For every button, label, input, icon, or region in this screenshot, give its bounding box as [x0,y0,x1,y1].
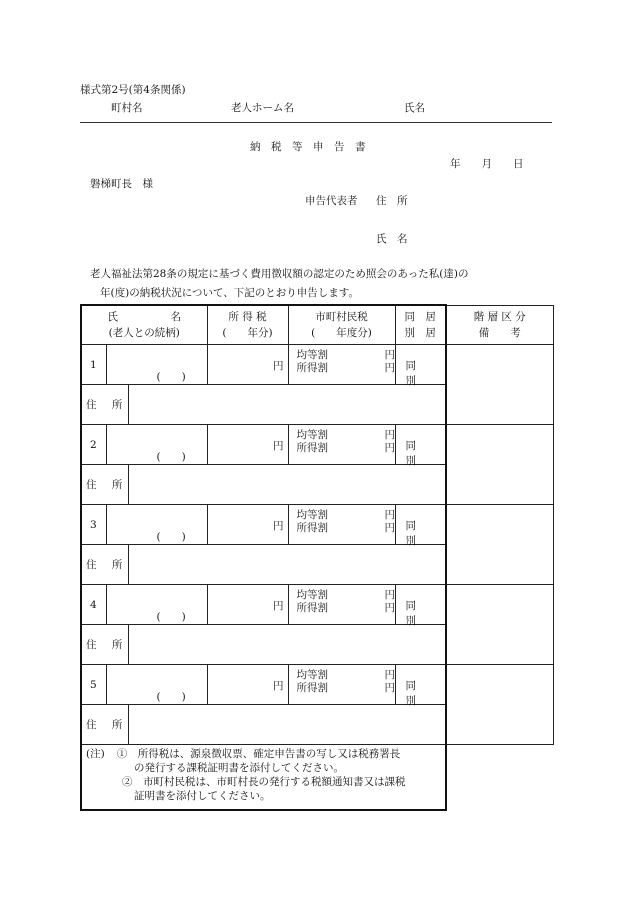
yen-unit: 円 [273,439,284,452]
income-tax-cell[interactable] [207,344,288,384]
table-header-row [81,305,553,344]
municipal-tax-cell[interactable] [288,664,395,704]
row-number-cell [81,504,106,544]
shotoku-label: 所得割 [296,601,328,614]
shotoku-yen: 円 [384,601,395,614]
municipal-tax-cell[interactable] [288,584,395,624]
yen-unit: 円 [273,599,284,612]
kinto-label: 均等割 [296,348,328,361]
address-label: 住 所 [86,558,129,571]
kinto-yen: 円 [384,588,395,601]
kinto-label: 均等割 [296,588,328,601]
name-input-cell[interactable] [106,504,207,544]
town-label: 町村名 [111,102,143,114]
kinto-label: 均等割 [296,428,328,441]
kinto-yen: 円 [384,348,395,361]
relation-parens: ( ) [156,370,186,383]
residence-cell[interactable] [395,664,446,707]
header-class-text: 階 層 区 分 [473,310,526,323]
name-input-cell[interactable] [106,344,207,384]
cohabit-separate: 同 別 [405,679,424,707]
header-municipal-tax-cell [288,305,395,344]
intro-line-2: 年(度)の納税状況について、下記のとおり申告します。 [100,287,359,299]
note-2a: ② 市町村民税は、市町村長の発行する税額通知書又は課税 [122,775,406,788]
kinto-yen: 円 [384,428,395,441]
header-relation-text: (老人との続柄) [108,327,180,339]
class-remarks-cell[interactable] [446,584,553,664]
document-title: 納 税 等 申 告 書 [250,141,366,153]
class-remarks-cell[interactable] [446,504,553,584]
municipal-tax-cell[interactable] [288,424,395,464]
cohabit-separate: 同 別 [405,599,424,627]
residence-cell[interactable] [395,504,446,547]
header-municipal-tax-text: 市町村民税 [315,311,368,323]
cohabit-separate: 同 別 [405,359,424,387]
name-input-cell[interactable] [106,664,207,704]
header-income-tax-cell [207,305,288,344]
income-tax-cell[interactable] [207,424,288,464]
residence-cell[interactable] [395,424,446,467]
representative-name-label: 氏 名 [376,233,408,245]
municipal-tax-cell[interactable] [288,344,395,384]
residence-cell[interactable] [395,344,446,387]
intro-line-1: 老人福祉法第28条の規定に基づく費用徴収額の認定のため照会のあった私(達)の [90,268,469,280]
kinto-yen: 円 [384,508,395,521]
home-label: 老人ホーム名 [231,102,294,114]
address-label-cell [81,464,207,504]
row-number-cell [81,584,106,624]
row-number: 5 [90,678,97,691]
representative-label: 申告代表者 [305,195,358,207]
class-remarks-cell[interactable] [446,424,553,504]
note-1a: ① 所得税は、源泉徴収票、確定申告書の写し又は税務署長 [116,747,401,760]
header-name-cell [81,305,207,344]
kinto-label: 均等割 [296,508,328,521]
income-tax-cell[interactable] [207,664,288,704]
table-row [81,664,553,704]
row-number: 2 [90,438,97,451]
yen-unit: 円 [273,519,284,532]
form-number: 様式第2号(第4条関係) [80,84,186,96]
note-1b: の発行する課税証明書を添付してください。 [134,761,344,774]
address-label: 住 所 [86,718,129,731]
address-input-cell[interactable] [207,704,446,744]
header-municipal-year-text: ( 年度分) [311,327,372,339]
shotoku-yen: 円 [384,441,395,454]
relation-parens: ( ) [156,610,186,623]
addressee: 磐梯町長 様 [90,178,153,190]
yen-unit: 円 [273,679,284,692]
cohabit-separate: 同 別 [405,519,424,547]
header-separate-text: 別 居 [404,327,436,339]
yen-unit: 円 [273,359,284,372]
notes-label: (注) [86,747,105,760]
row-number-cell [81,344,106,384]
class-remarks-cell[interactable] [446,664,553,744]
row-number: 3 [90,518,97,531]
table-row [81,344,553,384]
address-input-cell[interactable] [207,544,446,584]
table-row [81,584,553,624]
shotoku-label: 所得割 [296,521,328,534]
header-rule [80,122,552,123]
table-row [81,504,553,544]
income-tax-cell[interactable] [207,504,288,544]
representative-address-label: 住 所 [376,195,408,207]
address-label: 住 所 [86,638,129,651]
address-label-cell [81,624,207,664]
header-cohabit-text: 同 居 [404,311,436,323]
row-number-cell [81,664,106,704]
header-name-text: 氏 名 [107,311,181,323]
row-number: 1 [90,358,97,371]
row-number-cell [81,424,106,464]
relation-parens: ( ) [156,690,186,703]
header-class-cell [446,305,553,344]
address-input-cell[interactable] [207,464,446,504]
shotoku-label: 所得割 [296,441,328,454]
notes-cell [81,744,446,810]
header-residence-cell [395,305,446,344]
municipal-tax-cell[interactable] [288,504,395,544]
address-label: 住 所 [86,398,129,411]
address-input-cell[interactable] [207,384,446,424]
notes-row [81,744,553,810]
header-remarks-text: 備 考 [478,326,521,339]
kinto-label: 均等割 [296,668,328,681]
table-row [81,424,553,464]
address-label: 住 所 [86,478,129,491]
name-input-cell[interactable] [106,584,207,624]
address-label-cell [81,384,207,424]
address-input-cell[interactable] [207,624,446,664]
name-label: 氏名 [404,102,425,114]
note-2b: 証明書を添付してください。 [134,789,271,802]
notes-blank [446,744,553,810]
cohabit-separate: 同 別 [405,439,424,467]
shotoku-label: 所得割 [296,361,328,374]
relation-parens: ( ) [156,530,186,543]
shotoku-yen: 円 [384,681,395,694]
residence-cell[interactable] [395,584,446,627]
shotoku-yen: 円 [384,361,395,374]
kinto-yen: 円 [384,668,395,681]
row-number: 4 [90,598,97,611]
header-income-tax-text: 所 得 税 [228,311,267,323]
shotoku-label: 所得割 [296,681,328,694]
header-income-year-text: ( 年分) [222,327,273,339]
shotoku-yen: 円 [384,521,395,534]
address-label-cell [81,704,207,744]
relation-parens: ( ) [156,450,186,463]
date-line: 年 月 日 [450,158,524,170]
name-input-cell[interactable] [106,424,207,464]
income-tax-cell[interactable] [207,584,288,624]
address-label-cell [81,544,207,584]
class-remarks-cell[interactable] [446,344,553,424]
declaration-table [80,304,554,811]
